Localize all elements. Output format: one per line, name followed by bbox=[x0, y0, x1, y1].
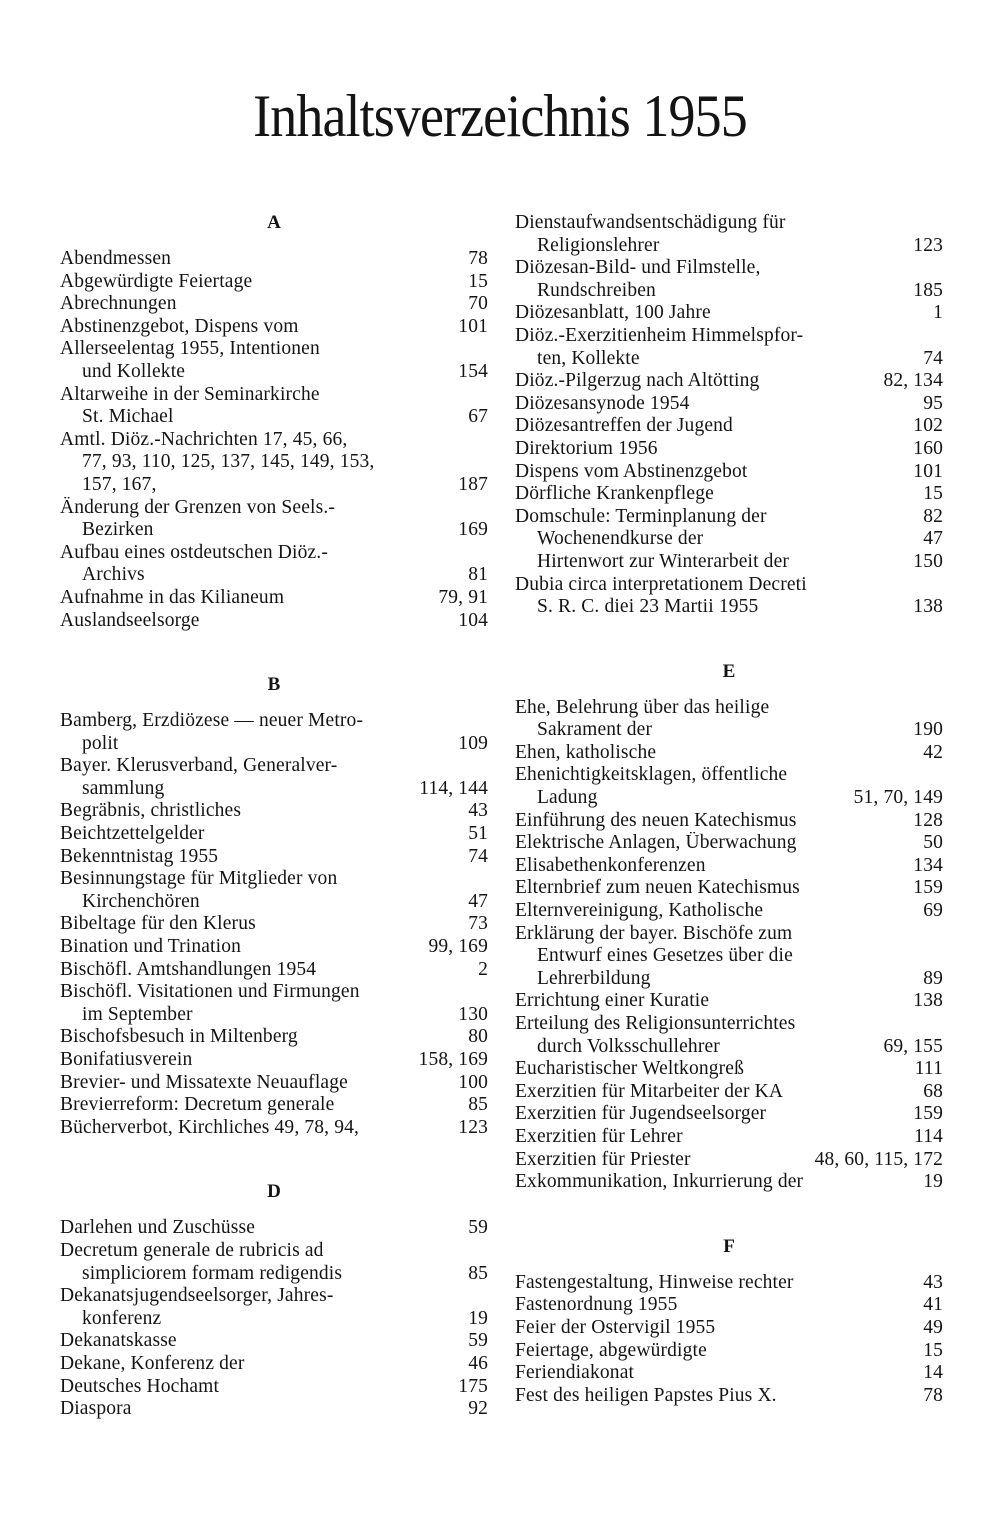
entry-text: Erklärung der bayer. Bischöfe zum bbox=[515, 922, 793, 944]
entry-text: Aufnahme in das Kilianeum bbox=[60, 586, 285, 608]
entry-text: Feiertage, abgewürdigte bbox=[515, 1339, 707, 1361]
entry-text: Fastenordnung 1955 bbox=[515, 1294, 678, 1316]
entry-text: Entwurf eines Gesetzes über die bbox=[537, 945, 793, 967]
entry-text: Erteilung des Religionsunterrichtes bbox=[515, 1013, 796, 1034]
entry-text: Feriendiakonat bbox=[515, 1362, 635, 1384]
index-entry bbox=[60, 959, 488, 982]
entry-text: Fest des heiligen Papstes Pius X. bbox=[515, 1384, 777, 1406]
index-entry bbox=[515, 257, 943, 302]
entry-page-number: 154 bbox=[458, 360, 488, 382]
entry-text: Elternbrief zum neuen Katechismus bbox=[515, 877, 800, 899]
entry-text: Exerzitien für Mitarbeiter der KA bbox=[515, 1080, 784, 1102]
entry-page-number: 81 bbox=[468, 564, 488, 586]
entry-page-number: 46 bbox=[468, 1352, 488, 1374]
entry-page-number: 175 bbox=[458, 1375, 488, 1397]
entry-text: Beichtzettelgelder bbox=[60, 823, 205, 845]
entry-text: Dekanatskasse bbox=[60, 1330, 177, 1352]
entry-page-number: 190 bbox=[913, 719, 943, 741]
entry-page-number: 43 bbox=[923, 1271, 943, 1293]
entry-page-number: 187 bbox=[458, 473, 488, 495]
entry-text: Fastengestaltung, Hinweise rechter bbox=[515, 1271, 794, 1293]
entry-text: Archivs bbox=[82, 564, 145, 586]
entry-text: Religionslehrer bbox=[537, 234, 660, 256]
entry-page-number: 169 bbox=[458, 519, 488, 541]
entry-text: Dekanatsjugendseelsorger, Jahres- bbox=[60, 1285, 334, 1307]
entry-text: Allerseelentag 1955, Intentionen bbox=[60, 338, 320, 360]
entry-text: Dispens vom Abstinenzgebot bbox=[515, 460, 748, 482]
entry-text: Rundschreiben bbox=[537, 279, 656, 301]
index-entry bbox=[515, 697, 943, 742]
entry-text: Dienstaufwandsentschädigung für bbox=[515, 212, 786, 233]
left-column bbox=[60, 212, 488, 1421]
entry-page-number: 47 bbox=[923, 528, 943, 550]
entry-page-number: 85 bbox=[468, 1262, 488, 1284]
entry-text: Diaspora bbox=[60, 1398, 132, 1420]
index-entry bbox=[60, 271, 488, 294]
index-entry bbox=[515, 1362, 943, 1385]
entry-text: St. Michael bbox=[82, 406, 174, 428]
index-entry bbox=[515, 923, 943, 991]
entry-page-number: 78 bbox=[468, 248, 488, 269]
entry-page-number: 15 bbox=[923, 1339, 943, 1361]
entry-page-number: 15 bbox=[468, 270, 488, 292]
entry-page-number: 69, 155 bbox=[883, 1035, 943, 1057]
entry-text: Ladung bbox=[537, 787, 598, 809]
index-entry bbox=[515, 832, 943, 855]
index-entry bbox=[515, 764, 943, 809]
index-entry bbox=[515, 1317, 943, 1340]
entry-page-number: 138 bbox=[913, 990, 943, 1012]
entry-page-number: 59 bbox=[468, 1330, 488, 1352]
entry-page-number: 100 bbox=[458, 1071, 488, 1093]
entry-text: sammlung bbox=[82, 777, 165, 799]
entry-text: Feier der Ostervigil 1955 bbox=[515, 1316, 716, 1338]
entry-text: Diöz.-Exerzitienheim Himmelspfor- bbox=[515, 324, 804, 346]
index-entry bbox=[60, 868, 488, 913]
entry-text: Elternvereinigung, Katholische bbox=[515, 900, 764, 922]
entry-page-number: 42 bbox=[923, 741, 943, 763]
entry-text: Direktorium 1956 bbox=[515, 437, 658, 459]
index-entry bbox=[515, 1385, 943, 1408]
index-entry bbox=[60, 1353, 488, 1376]
index-entry bbox=[515, 1340, 943, 1363]
index-entry bbox=[515, 302, 943, 325]
entry-page-number: 114, 144 bbox=[419, 777, 488, 799]
section-letter: F bbox=[723, 1235, 735, 1257]
entry-page-number: 92 bbox=[468, 1398, 488, 1420]
entry-text: Bamberg, Erzdiözese — neuer Metro- bbox=[60, 710, 364, 732]
entry-text: Aufbau eines ostdeutschen Diöz.- bbox=[60, 541, 328, 563]
entry-text: Exerzitien für Priester bbox=[515, 1148, 691, 1170]
entry-text: Diözesan-Bild- und Filmstelle, bbox=[515, 257, 761, 279]
entry-text: und Kollekte bbox=[82, 360, 186, 382]
entry-text: 157, 167, bbox=[82, 473, 157, 495]
index-entry bbox=[515, 1126, 943, 1149]
entry-page-number: 114 bbox=[914, 1125, 943, 1147]
entry-page-number: 73 bbox=[468, 913, 488, 935]
entry-page-number: 95 bbox=[923, 392, 943, 414]
entry-text: simpliciorem formam redigendis bbox=[82, 1262, 343, 1284]
entry-page-number: 51, 70, 149 bbox=[853, 787, 943, 809]
entry-page-number: 138 bbox=[913, 596, 943, 618]
entry-text: Altarweihe in der Seminarkirche bbox=[60, 383, 320, 405]
entry-text: Einführung des neuen Katechismus bbox=[515, 809, 797, 831]
index-entry bbox=[515, 506, 943, 529]
entry-text: Exerzitien für Lehrer bbox=[515, 1125, 683, 1147]
entry-text: Bischofsbesuch in Miltenberg bbox=[60, 1026, 298, 1048]
entry-text: Kirchenchören bbox=[82, 890, 200, 912]
entry-text: Dörfliche Krankenpflege bbox=[515, 483, 714, 505]
entry-page-number: 74 bbox=[923, 347, 943, 369]
index-entry bbox=[515, 1171, 943, 1194]
entry-page-number: 50 bbox=[923, 832, 943, 854]
entry-text: Ehe, Belehrung über das heilige bbox=[515, 696, 770, 718]
entry-text: Brevier- und Missatexte Neuauflage bbox=[60, 1071, 348, 1093]
index-entry bbox=[515, 1103, 943, 1126]
section-letter: B bbox=[267, 674, 281, 696]
entry-page-number: 41 bbox=[923, 1294, 943, 1316]
entry-page-number: 99, 169 bbox=[428, 936, 488, 958]
index-entry bbox=[60, 248, 488, 271]
entry-text: Bischöfl. Visitationen und Firmungen bbox=[60, 981, 360, 1003]
entry-text: Abgewürdigte Feiertage bbox=[60, 270, 253, 292]
entry-text: polit bbox=[82, 732, 119, 754]
index-entry bbox=[60, 1026, 488, 1049]
index-entry bbox=[60, 1117, 488, 1140]
entry-text: Ehenichtigkeitsklagen, öffentliche bbox=[515, 764, 788, 786]
entry-text: Diözesantreffen der Jugend bbox=[515, 415, 733, 437]
entry-text: Abrechnungen bbox=[60, 293, 177, 315]
index-entry bbox=[515, 1013, 943, 1058]
index-entry bbox=[515, 877, 943, 900]
entry-page-number: 111 bbox=[914, 1058, 943, 1080]
index-entry bbox=[515, 1294, 943, 1317]
entry-page-number: 159 bbox=[913, 1103, 943, 1125]
entry-page-number: 109 bbox=[458, 732, 488, 754]
entry-text: Deutsches Hochamt bbox=[60, 1375, 220, 1397]
entry-text: Domschule: Terminplanung der bbox=[515, 505, 767, 527]
entry-text: Abstinenzgebot, Dispens vom bbox=[60, 315, 299, 337]
entry-text: Elektrische Anlagen, Überwachung bbox=[515, 832, 797, 854]
index-entry bbox=[60, 1376, 488, 1399]
entry-text: Eucharistischer Weltkongreß bbox=[515, 1058, 745, 1080]
entry-text: Bibeltage für den Klerus bbox=[60, 913, 256, 935]
page-title: Inhaltsverzeichnis 1955 bbox=[253, 83, 747, 149]
entry-text: Elisabethenkonferenzen bbox=[515, 854, 706, 876]
entry-page-number: 70 bbox=[468, 293, 488, 315]
entry-page-number: 104 bbox=[458, 609, 488, 631]
index-entry bbox=[60, 823, 488, 846]
index-entry bbox=[60, 755, 488, 800]
entry-page-number: 134 bbox=[913, 854, 943, 876]
entry-text: Begräbnis, christliches bbox=[60, 800, 242, 822]
entry-text: Exerzitien für Jugendseelsorger bbox=[515, 1103, 767, 1125]
index-entry bbox=[60, 384, 488, 429]
entry-text: Brevierreform: Decretum generale bbox=[60, 1094, 335, 1116]
entry-page-number: 101 bbox=[913, 460, 943, 482]
index-entry bbox=[60, 1240, 488, 1285]
entry-page-number: 79, 91 bbox=[438, 586, 488, 608]
entry-text: Bination und Trination bbox=[60, 936, 241, 958]
entry-page-number: 85 bbox=[468, 1094, 488, 1116]
entry-page-number: 43 bbox=[468, 800, 488, 822]
index-entry bbox=[60, 316, 488, 339]
entry-page-number: 78 bbox=[923, 1384, 943, 1406]
index-entry bbox=[515, 1149, 943, 1172]
entry-text: Exkommunikation, Inkurrierung der bbox=[515, 1171, 804, 1193]
index-entry bbox=[515, 900, 943, 923]
entry-page-number: 59 bbox=[468, 1217, 488, 1239]
index-entry bbox=[515, 1058, 943, 1081]
entry-page-number: 1 bbox=[933, 302, 943, 324]
entry-text: Diözesansynode 1954 bbox=[515, 392, 690, 414]
entry-page-number: 80 bbox=[468, 1026, 488, 1048]
index-entry bbox=[60, 710, 488, 755]
index-entry bbox=[515, 438, 943, 461]
entry-text: Dekane, Konferenz der bbox=[60, 1352, 245, 1374]
index-entry bbox=[515, 415, 943, 438]
entry-text: 77, 93, 110, 125, 137, 145, 149, 153, bbox=[82, 451, 375, 473]
entry-text: konferenz bbox=[82, 1307, 162, 1329]
entry-page-number: 67 bbox=[468, 406, 488, 428]
right-column bbox=[515, 212, 943, 1407]
entry-page-number: 14 bbox=[923, 1362, 943, 1384]
entry-text: Bezirken bbox=[82, 519, 154, 541]
entry-page-number: 69 bbox=[923, 900, 943, 922]
index-entry bbox=[60, 497, 488, 542]
entry-text: Dubia circa interpretationem Decreti bbox=[515, 573, 807, 595]
entry-page-number: 48, 60, 115, 172 bbox=[814, 1148, 943, 1170]
index-entry bbox=[515, 742, 943, 765]
entry-text: ten, Kollekte bbox=[537, 347, 640, 369]
index-entry bbox=[515, 1081, 943, 1104]
entry-page-number: 19 bbox=[923, 1171, 943, 1193]
index-entry bbox=[515, 990, 943, 1013]
entry-page-number: 123 bbox=[458, 1116, 488, 1138]
index-entry bbox=[60, 1094, 488, 1117]
index-entry bbox=[60, 429, 488, 497]
index-entry bbox=[60, 1217, 488, 1240]
index-entry bbox=[60, 800, 488, 823]
index-entry bbox=[60, 936, 488, 959]
entry-page-number: 2 bbox=[478, 958, 488, 980]
entry-page-number: 89 bbox=[923, 967, 943, 989]
index-entry bbox=[60, 542, 488, 587]
entry-text: Bonifatiusverein bbox=[60, 1049, 193, 1070]
entry-page-number: 159 bbox=[913, 877, 943, 899]
index-entry bbox=[515, 551, 943, 574]
index-entry bbox=[60, 1049, 488, 1072]
entry-page-number: 15 bbox=[923, 483, 943, 505]
index-entry bbox=[515, 393, 943, 416]
entry-page-number: 123 bbox=[913, 234, 943, 256]
entry-text: Besinnungstage für Mitglieder von bbox=[60, 868, 338, 890]
entry-text: Amtl. Diöz.-Nachrichten 17, 45, 66, bbox=[60, 428, 348, 450]
entry-text: Diöz.-Pilgerzug nach Altötting bbox=[515, 370, 760, 392]
index-entry bbox=[60, 610, 488, 633]
entry-page-number: 102 bbox=[913, 415, 943, 437]
entry-page-number: 160 bbox=[913, 437, 943, 459]
index-entry bbox=[515, 370, 943, 393]
entry-text: Lehrerbildung bbox=[537, 967, 651, 989]
entry-page-number: 150 bbox=[913, 550, 943, 572]
index-entry bbox=[515, 528, 943, 551]
entry-page-number: 74 bbox=[468, 845, 488, 867]
entry-page-number: 82 bbox=[923, 505, 943, 527]
index-entry bbox=[60, 293, 488, 316]
entry-page-number: 128 bbox=[913, 809, 943, 831]
index-entry bbox=[60, 338, 488, 383]
entry-text: Diözesanblatt, 100 Jahre bbox=[515, 302, 711, 324]
index-entry bbox=[515, 212, 943, 257]
entry-page-number: 19 bbox=[468, 1307, 488, 1329]
entry-page-number: 68 bbox=[923, 1080, 943, 1102]
index-entry bbox=[60, 587, 488, 610]
index-entry bbox=[60, 913, 488, 936]
entry-text: Abendmessen bbox=[60, 248, 172, 269]
entry-text: Hirtenwort zur Winterarbeit der bbox=[537, 550, 790, 572]
entry-page-number: 101 bbox=[458, 315, 488, 337]
entry-page-number: 47 bbox=[468, 890, 488, 912]
section-letter: E bbox=[722, 660, 736, 682]
entry-text: Bischöfl. Amtshandlungen 1954 bbox=[60, 958, 317, 980]
entry-text: Bücherverbot, Kirchliches 49, 78, 94, bbox=[60, 1116, 360, 1138]
index-entry bbox=[515, 483, 943, 506]
entry-page-number: 49 bbox=[923, 1316, 943, 1338]
index-entry bbox=[515, 574, 943, 619]
index-entry bbox=[515, 461, 943, 484]
index-entry bbox=[60, 1330, 488, 1353]
index-entry bbox=[515, 1272, 943, 1295]
index-entry bbox=[515, 325, 943, 370]
entry-text: Wochenendkurse der bbox=[537, 528, 704, 550]
index-entry bbox=[60, 846, 488, 869]
index-entry bbox=[60, 1398, 488, 1421]
entry-page-number: 130 bbox=[458, 1003, 488, 1025]
index-entry bbox=[60, 1285, 488, 1330]
index-entry bbox=[515, 855, 943, 878]
entry-text: Decretum generale de rubricis ad bbox=[60, 1239, 324, 1261]
entry-text: durch Volksschullehrer bbox=[537, 1035, 720, 1057]
entry-text: Änderung der Grenzen von Seels.- bbox=[60, 496, 336, 518]
entry-page-number: 185 bbox=[913, 279, 943, 301]
entry-text: Sakrament der bbox=[537, 719, 653, 741]
index-entry bbox=[515, 810, 943, 833]
entry-text: Errichtung einer Kuratie bbox=[515, 990, 710, 1012]
entry-page-number: 51 bbox=[468, 823, 488, 845]
entry-page-number: 158, 169 bbox=[418, 1049, 488, 1070]
section-letter: A bbox=[267, 212, 281, 233]
section-letter: D bbox=[267, 1181, 281, 1203]
entry-text: im September bbox=[82, 1003, 193, 1025]
entry-text: Auslandseelsorge bbox=[60, 609, 200, 631]
index-entry bbox=[60, 981, 488, 1026]
entry-text: Bekenntnistag 1955 bbox=[60, 845, 219, 867]
index-entry bbox=[60, 1072, 488, 1095]
entry-text: S. R. C. diei 23 Martii 1955 bbox=[537, 596, 759, 618]
entry-text: Darlehen und Zuschüsse bbox=[60, 1217, 255, 1239]
entry-text: Bayer. Klerusverband, Generalver- bbox=[60, 755, 338, 777]
entry-text: Ehen, katholische bbox=[515, 741, 657, 763]
entry-page-number: 82, 134 bbox=[883, 370, 943, 392]
